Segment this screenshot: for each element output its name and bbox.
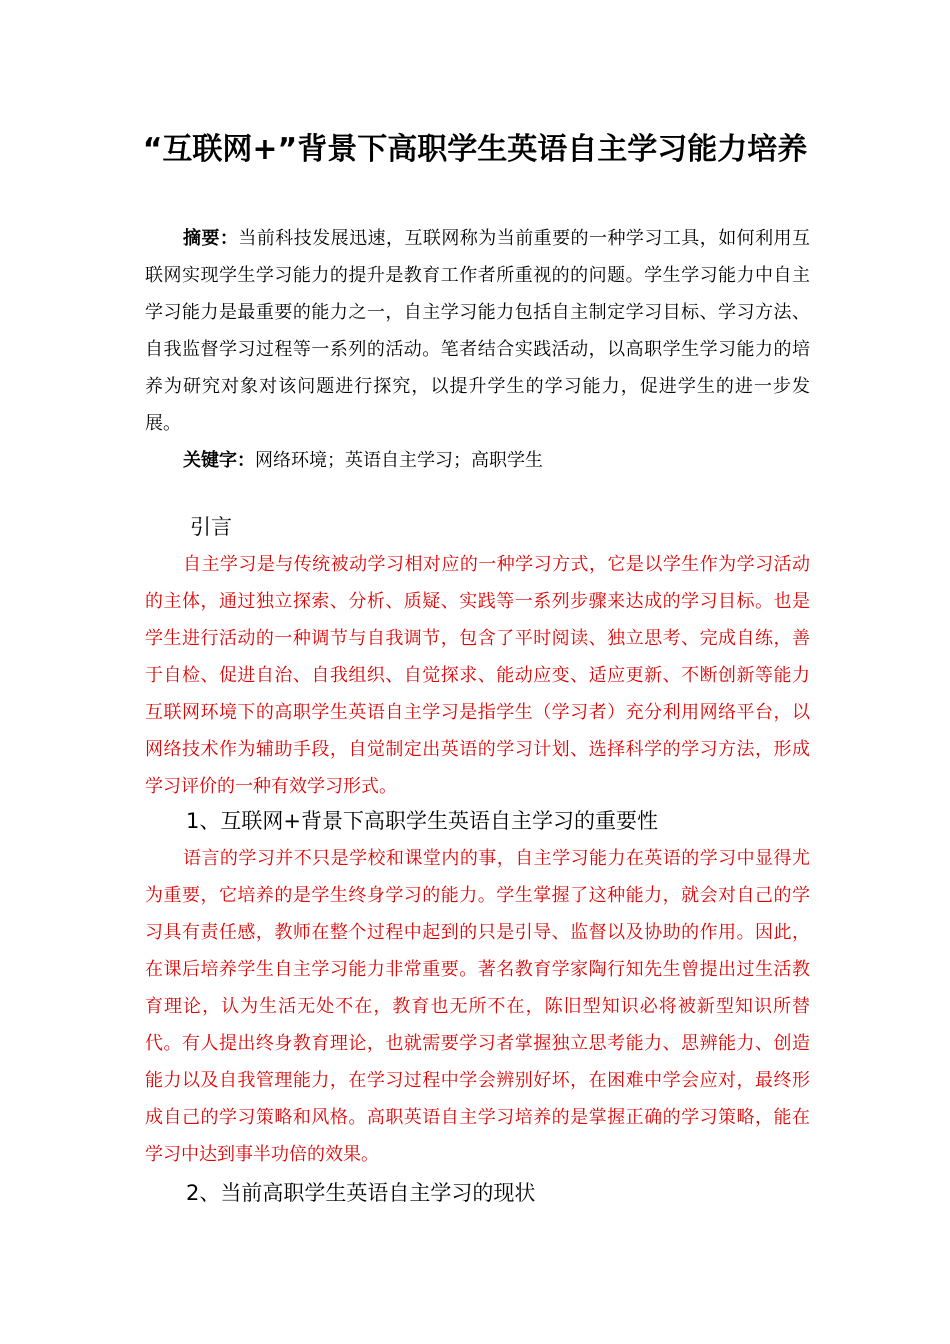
abstract-text: 当前科技发展迅速，互联网称为当前重要的一种学习工具，如何利用互联网实现学生学习能力的提升是教育工作者所重视的的问题。学生学习能力中自主学习能力是最重要的能力之一，自主学习能力包括自主制定学习目标、学习方法、自我监督学习过程等一系列的活动。笔者结合实践活动，以高职学生学习能力的培养为研究对象对该问题进行探究，以提升学生的学习能力，促进学生的进一步发展。 <box>145 228 811 434</box>
document-title: “互联网+”背景下高职学生英语自主学习能力培养 <box>142 132 808 167</box>
intro-block <box>145 546 810 805</box>
abstract-label: 摘要： <box>183 228 239 249</box>
intro-paragraph: 自主学习是与传统被动学习相对应的一种学习方式，它是以学生作为学习活动的主体，通过独立探索、分析、质疑、实践等一系列步骤来达成的学习目标。也是学生进行活动的一种调节与自我调节，包含了平时阅读、独立思考、完成自练，善于自检、促进自治、自我组织、自觉探求、能动应变、适应更新、不断创新等能力互联网环境下的高职学生英语自主学习是指学生（学习者）充分利用网络平台，以网络技术作为辅助手段，自觉制定出英语的学习计划、选择科学的学习方法，形成学习评价的一种有效学习形式。 <box>145 554 810 797</box>
abstract-paragraph <box>145 220 810 442</box>
intro-heading: 引言 <box>190 515 232 539</box>
keywords-paragraph <box>145 442 810 479</box>
section1-heading: 1、互联网+背景下高职学生英语自主学习的重要性 <box>186 809 658 833</box>
keywords-label: 关键字： <box>183 450 255 471</box>
keywords-text: 网络环境；英语自主学习；高职学生 <box>255 450 543 471</box>
section1-block <box>145 840 810 1173</box>
section2-heading: 2、当前高职学生英语自主学习的现状 <box>186 1181 536 1205</box>
section1-paragraph: 语言的学习并不只是学校和课堂内的事，自主学习能力在英语的学习中显得尤为重要，它培养的是学生终身学习的能力。学生掌握了这种能力，就会对自己的学习具有责任感，教师在整个过程中起到的只是引导、监督以及协助的作用。因此，在课后培养学生自主学习能力非常重要。著名教育学家陶行知先生曾提出过生活教育理论，认为生活无处不在，教育也无所不在，陈旧型知识必将被新型知识所替代。有人提出终身教育理论，也就需要学习者掌握独立思考能力、思辨能力、创造能力以及自我管理能力，在学习过程中学会辨别好坏，在困难中学会应对，最终形成自己的学习策略和风格。高职英语自主学习培养的是掌握正确的学习策略，能在学习中达到事半功倍的效果。 <box>145 848 810 1165</box>
abstract-block <box>145 220 810 479</box>
